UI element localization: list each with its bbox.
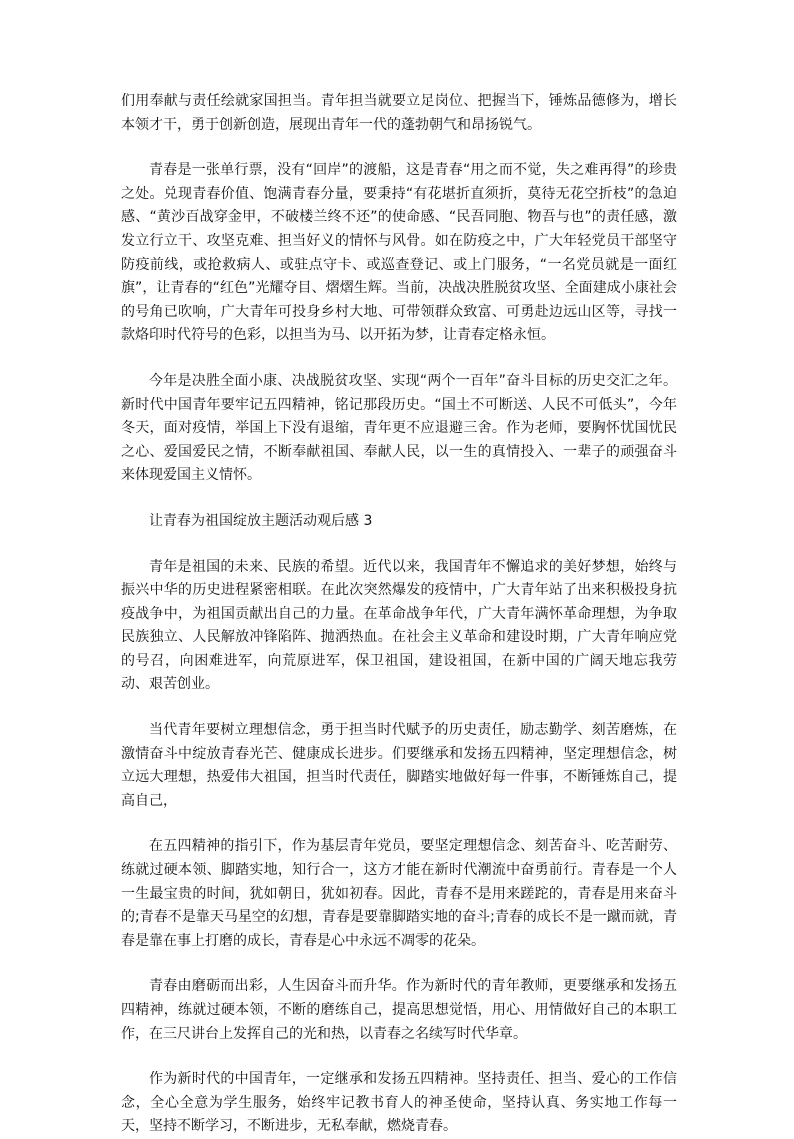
paragraph: 青春由磨砺而出彩，人生因奋斗而升华。作为新时代的青年教师，更要继承和发扬五四精神，练就过硬本领，不断的磨练自己，提高思想觉悟，用心、用情做好自己的本职工作，在三尺讲台上发挥自己的光和热，以青春之名续写时代华章。: [121, 978, 677, 1042]
paragraph: 今年是决胜全面小康、决战脱贫攻坚、实现“两个一百年”奋斗目标的历史交汇之年。新时代中国青年要牢记五四精神，铭记那段历史。“国土不可断送、人民不可低头”，今年冬天，面对疫情，举国上下没有退缩，青年更不应退避三舍。作为老师，要胸怀忧国忧民之心、爱国爱民之情，不断奉献祖国、奉献人民，以一生的真情投入、一辈子的顽强奋斗来体现爱国主义情怀。: [121, 372, 677, 484]
paragraph-continued: 们用奉献与责任绘就家国担当。青年担当就要立足岗位、把握当下，锤炼品德修为，增长本领才干，勇于创新创造，展现出青年一代的蓬勃朝气和昂扬锐气。: [121, 93, 677, 133]
paragraph: 作为新时代的中国青年，一定继承和发扬五四精神。坚持责任、担当、爱心的工作信念，全心全意为学生服务，始终牢记教书育人的神圣使命，坚持认真、务实地工作每一天，坚持不断学习，不断进步，无私奉献，燃烧青春。: [121, 1071, 677, 1135]
section-title: 让青春为祖国绽放主题活动观后感 3: [149, 512, 373, 529]
paragraph: 在五四精神的指引下，作为基层青年党员，要坚定理想信念、刻苦奋斗、吃苦耐劳、练就过硬本领、脚踏实地，知行合一，这方才能在新时代潮流中奋勇前行。青春是一个人一生最宝贵的时间，犹如朝日，犹如初春。因此，青春不是用来蹉跎的，青春是用来奋斗的;青春不是靠天马星空的幻想，青春是要靠脚踏实地的奋斗;青春的成长不是一蹴而就，青春是靠在事上打磨的成长，青春是心中永远不凋零的花朵。: [121, 838, 677, 949]
document-page: [121, 90, 677, 1139]
paragraph: 当代青年要树立理想信念，勇于担当时代赋予的历史责任，励志勤学、刻苦磨炼，在激情奋斗中绽放青春光芒、健康成长进步。们要继承和发扬五四精神，坚定理想信念，树立远大理想，热爱伟大祖国，担当时代责任，脚踏实地做好每一件事，不断锤炼自己，提高自己，: [121, 722, 677, 809]
paragraph: 青春是一张单行票，没有“回岸”的渡船，这是青春“用之而不觉，失之难再得”的珍贵之处。兑现青春价值、饱满青春分量，要秉持“有花堪折直须折，莫待无花空折枝”的急迫感、“黄沙百战穿金甲，不破楼兰终不还”的使命感、“民吾同胞、物吾与也”的责任感，激发立行立干、攻坚克难、担当好义的情怀与风骨。如在防疫之中，广大年轻党员干部坚守防疫前线，或抢救病人、或驻点守卡、或巡查登记、或上门服务，“一名党员就是一面红旗”，让青春的“红色”光耀夺目、熠熠生辉。当前，决战决胜脱贫攻坚、全面建成小康社会的号角已吹响，广大青年可投身乡村大地、可带领群众致富、可勇赴边远山区等，寻找一款烙印时代符号的色彩，以担当为马、以开拓为梦，让青春定格永恒。: [121, 162, 677, 344]
paragraph: 青年是祖国的未来、民族的希望。近代以来，我国青年不懈追求的美好梦想，始终与振兴中华的历史进程紧密相联。在此次突然爆发的疫情中，广大青年站了出来积极投身抗疫战争中，为祖国贡献出自己的力量。在革命战争年代，广大青年满怀革命理想，为争取民族独立、人民解放冲锋陷阵、抛洒热血。在社会主义革命和建设时期，广大青年响应党的号召，向困难进军，向荒原进军，保卫祖国，建设祖国，在新中国的广阔天地忘我劳动、艰苦创业。: [121, 558, 677, 693]
